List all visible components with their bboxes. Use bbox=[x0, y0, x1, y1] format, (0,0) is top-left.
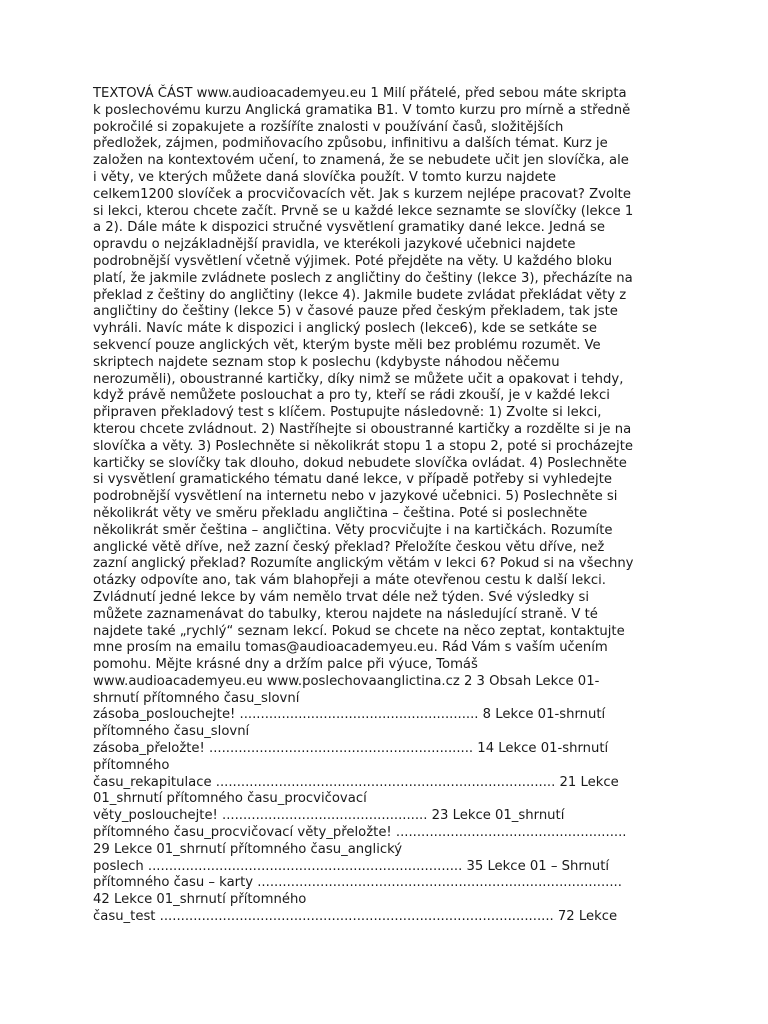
text-line: času_rekapitulace ................................................................................. 21 Lekce bbox=[93, 774, 619, 790]
text-line: můžete zaznamenávat do tabulky, kterou najdete na následující straně. V té bbox=[93, 606, 598, 622]
text-line: zásoba_přeložte! ............................................................... 14 Lekce 01-shrnutí bbox=[93, 741, 609, 757]
text-line: otázky odpovíte ano, tak vám blahopřeji a máte otevřenou cestu k další lekci. bbox=[93, 573, 607, 589]
text-line: překlad z češtiny do angličtiny (lekce 4). Jakmile budete zvládat překládat věty z bbox=[93, 287, 627, 303]
text-line: zásoba_poslouchejte! ......................................................... 8 Lekce 01-shrnutí bbox=[93, 707, 606, 723]
text-line: založen na kontextovém učení, to znamená, že se nebudete učit jen slovíčka, ale bbox=[93, 153, 629, 169]
text-line: 01_shrnutí přítomného času_procvičovací bbox=[93, 791, 367, 807]
text-line: několikrát věty ve směru překladu angličtina – čeština. Poté si poslechněte bbox=[93, 505, 588, 521]
text-line: zazní anglický překlad? Rozumíte anglickým větám v lekci 6? Pokud si na všechny bbox=[93, 556, 634, 572]
text-line: přítomného bbox=[93, 757, 170, 773]
text-line: času_test .............................................................................................. 72 Lekce bbox=[93, 909, 618, 925]
text-line: poslech ........................................................................... 35 Lekce 01 – Shrnutí bbox=[93, 858, 610, 874]
text-line: angličtiny do češtiny (lekce 5) v časové pauze před českým překladem, tak jste bbox=[93, 304, 618, 320]
text-line: k poslechovému kurzu Anglická gramatika B1. V tomto kurzu pro mírně a středně bbox=[93, 102, 631, 118]
text-line: shrnutí přítomného času_slovní bbox=[93, 690, 300, 706]
text-line: anglické větě dříve, než zazní český překlad? Přeložíte českou větu dříve, než bbox=[93, 539, 605, 555]
text-line: mne prosím na emailu tomas@audioacademyeu.eu. Rád Vám s vaším učením bbox=[93, 640, 608, 656]
text-line: 42 Lekce 01_shrnutí přítomného bbox=[93, 892, 307, 908]
text-line: pomohu. Mějte krásné dny a držím palce při výuce, Tomáš bbox=[93, 657, 478, 673]
text-line: a 2). Dále máte k dispozici stručné vysvětlení gramatiky dané lekce. Jedná se bbox=[93, 220, 606, 236]
text-line: 29 Lekce 01_shrnutí přítomného času_anglický bbox=[93, 841, 403, 857]
text-line: podrobnější vysvětlení na internetu nebo v jazykové učebnici. 5) Poslechněte si bbox=[93, 489, 618, 505]
text-line: kterou chcete zvládnout. 2) Nastříhejte si oboustranné kartičky a rozdělte si je na bbox=[93, 421, 632, 437]
text-line: připraven překladový test s klíčem. Postupujte následovně: 1) Zvolte si lekci, bbox=[93, 405, 602, 421]
text-line: skriptech najdete seznam stop k poslechu (kdybyste náhodou něčemu bbox=[93, 354, 560, 370]
text-line: přítomného času – karty ....................................................................................... bbox=[93, 875, 622, 891]
text-line: nerozuměli), oboustranné kartičky, díky nimž se můžete učit a opakovat i tehdy, bbox=[93, 371, 624, 387]
text-line: přítomného času_slovní bbox=[93, 724, 250, 740]
text-line: slovíčka a věty. 3) Poslechněte si několikrát stopu 1 a stopu 2, poté si procházejte bbox=[93, 438, 633, 454]
text-line: najdete také „rychlý“ seznam lekcí. Pokud se chcete na něco zeptat, kontaktujte bbox=[93, 623, 625, 639]
text-line: www.audioacademyeu.eu www.poslechovaanglictina.cz 2 3 Obsah Lekce 01- bbox=[93, 673, 600, 689]
text-line: si vysvětlení gramatického tématu dané lekce, v případě potřeby si vyhledejte bbox=[93, 472, 612, 488]
text-line: podrobnější vysvětlení včetně výjimek. Poté přejděte na věty. U každého bloku bbox=[93, 253, 613, 269]
text-line: i věty, ve kterých můžete daná slovíčka použít. V tomto kurzu najdete bbox=[93, 169, 557, 185]
text-line: přítomného času_procvičovací věty_přeložte! ....................................................... bbox=[93, 825, 627, 841]
text-line: věty_poslouchejte! ................................................. 23 Lekce 01_shrnutí bbox=[93, 808, 565, 824]
text-line: několikrát směr čeština – angličtina. Věty procvičujte i na kartičkách. Rozumíte bbox=[93, 522, 613, 538]
text-line: sekvencí pouze anglických vět, kterým byste měli bez problému rozumět. Ve bbox=[93, 337, 601, 353]
text-line: platí, že jakmile zvládnete poslech z angličtiny do češtiny (lekce 3), přecházíte na bbox=[93, 270, 633, 286]
text-line: kartičky se slovíčky tak dlouho, dokud nebudete slovíčka ovládat. 4) Poslechněte bbox=[93, 455, 627, 471]
text-line: si lekci, kterou chcete začít. Prvně se u každé lekce seznamte se slovíčky (lekce 1 bbox=[93, 203, 634, 219]
text-line: TEXTOVÁ ČÁST www.audioacademyeu.eu 1 Milí přátelé, před sebou máte skripta bbox=[93, 86, 627, 101]
text-line: Zvládnutí jedné lekce by vám nemělo trvat déle než týden. Své výsledky si bbox=[93, 589, 590, 605]
text-line: předložek, zájmen, podmiňovacího způsobu, infinitivu a dalších témat. Kurz je bbox=[93, 136, 608, 152]
document-text bbox=[93, 86, 678, 926]
text-line: když právě nemůžete poslouchat a pro ty, kteří se rádi zkouší, je v každé lekci bbox=[93, 388, 610, 404]
text-line: pokročilé si zopakujete a rozšíříte znalosti v používání časů, složitějších bbox=[93, 119, 564, 135]
text-line: celkem1200 slovíček a procvičovacích vět. Jak s kurzem nejlépe pracovat? Zvolte bbox=[93, 186, 631, 202]
text-line: opravdu o nejzákladnější pravidla, ve kterékoli jazykové učebnici najdete bbox=[93, 237, 576, 253]
text-line: vyhráli. Navíc máte k dispozici i anglický poslech (lekce6), kde se setkáte se bbox=[93, 321, 598, 337]
